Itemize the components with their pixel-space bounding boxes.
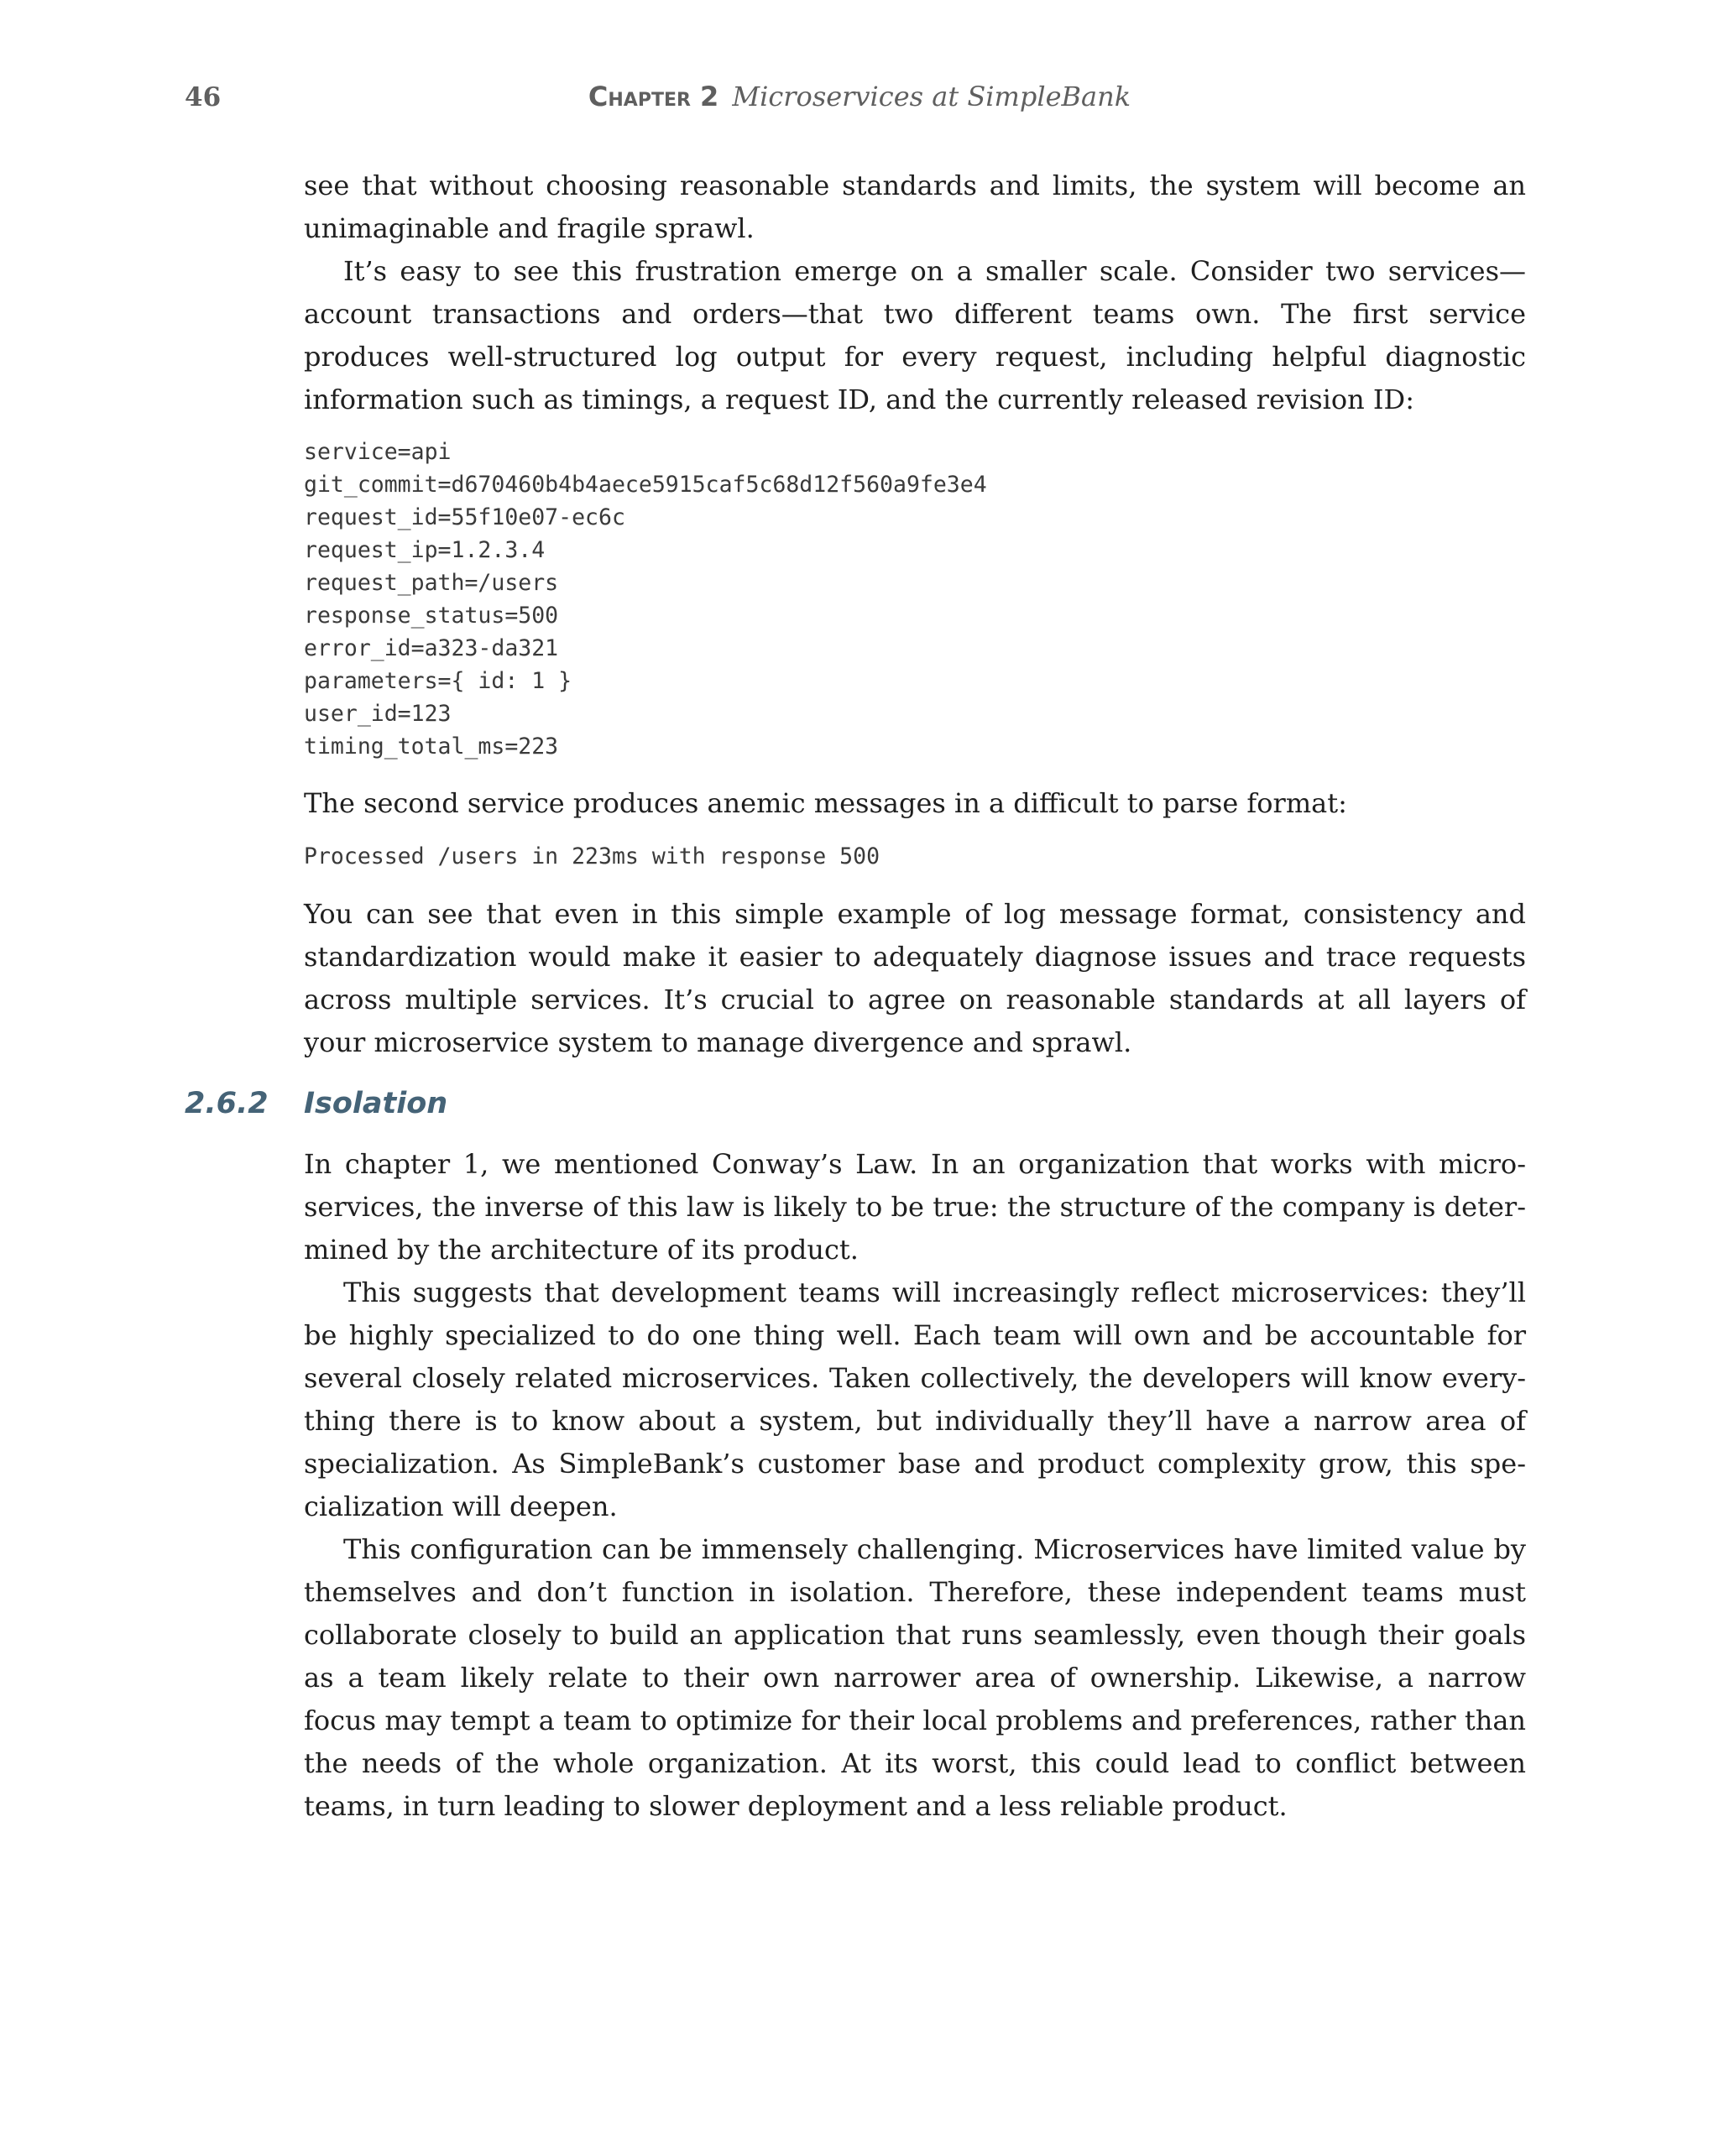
intro-paragraph-2: It’s easy to see this frustration emerge on a smaller scale. Consider two services—account transactions and orders—that two different teams own. The first service produces well-structured log output for every request, including helpful diagnostic information such as timings, a request ID, and the currently released revision ID: [304, 255, 1526, 415]
running-head [0, 81, 1719, 112]
code-block-structured-log [304, 436, 1526, 763]
code-block-anemic-log [304, 840, 1526, 873]
code-listing-structured-log: service=api git_commit=d670460b4b4aece5915caf5c68d12f560a9fe3e4 request_id=55f10e07-ec6c request_ip=1.2.3.4 request_path=/users response_status=500 error_id=a323-da321 parameters={ id: 1 } user_id=123 timing_total_ms=223 [304, 439, 987, 760]
section-title: Isolation [304, 1087, 448, 1120]
middle-block [304, 782, 1526, 825]
after-block [304, 893, 1526, 1064]
section-paragraph-3: This configuration can be immensely challenging. Microservices have limited value by themselves and don’t function in isolation. Therefore, these independent teams must collaborate closely to build an application that runs seamlessly, even though their goals as a team likely relate to their own narrower area of ownership. Likewise, a narrow focus may tempt a team to optimize for their local problems and preferences, rather than the needs of the whole organization. At its worst, this could lead to conflict between teams, in turn leading to slower deployment and a less reliable product. [304, 1533, 1526, 1822]
middle-paragraph: The second service produces anemic messages in a difficult to parse format: [304, 787, 1347, 819]
code-listing-anemic-log: Processed /users in 223ms with response 500 [304, 843, 880, 869]
chapter-title: Microservices at SimpleBank [732, 81, 1131, 112]
section-paragraph-2: This suggests that development teams will increasingly reflect microservices: they’ll be highly specialized to do one thing well. Each team will own and be accountable for several closely related microservices. Taken collectively, the developers will know everything there is to know about a system, but individually they’ll have a narrow area of specialization. As SimpleBank’s customer base and product complexity grow, this specialization will deepen. [304, 1276, 1526, 1522]
section-body [304, 1143, 1526, 1828]
page-number: 46 [185, 82, 222, 112]
chapter-label: Chapter 2 [588, 81, 719, 112]
intro-paragraph-1: see that without choosing reasonable standards and limits, the system will become an unimaginable and fragile sprawl. [304, 170, 1526, 244]
after-paragraph: You can see that even in this simple example of log message format, consistency and standardization would make it easier to adequately diagnose issues and trace requests across multiple services. It’s crucial to agree on reasonable standards at all layers of your microservice system to manage divergence and sprawl. [304, 898, 1526, 1058]
intro-block [304, 164, 1526, 421]
section-paragraph-1: In chapter 1, we mentioned Conway’s Law. In an organization that works with microservices, the inverse of this law is likely to be true: the structure of the company is determined by the architecture of its product. [304, 1148, 1526, 1266]
section-number: 2.6.2 [185, 1087, 269, 1120]
